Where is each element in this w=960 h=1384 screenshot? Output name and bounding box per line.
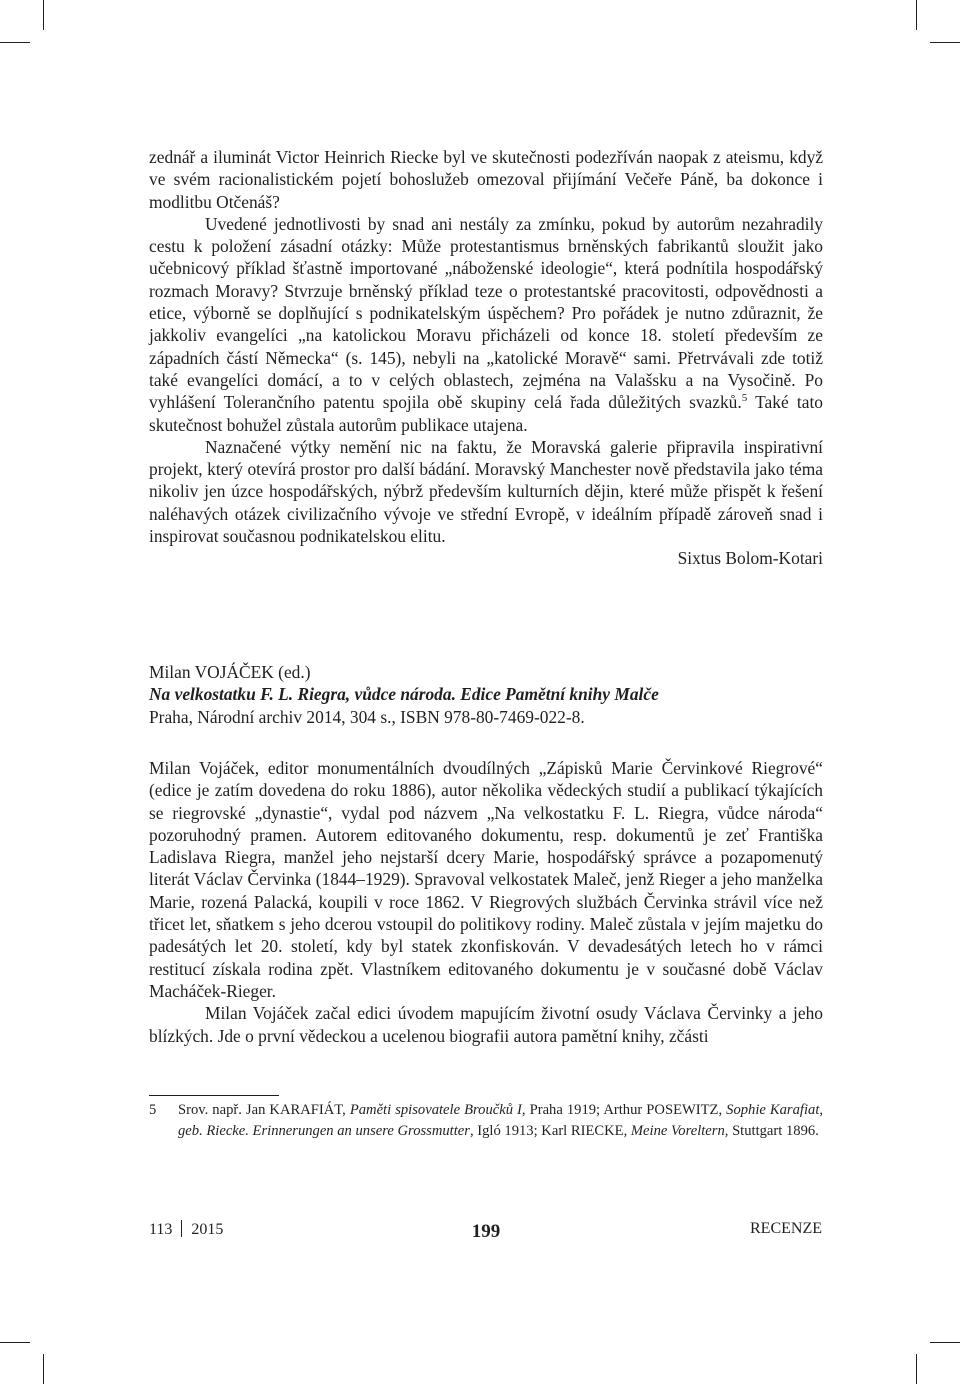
section-name: RECENZE: [750, 1220, 822, 1237]
paragraph-text: Uvedené jednotlivosti by snad ani nestály za zmínku, pokud by autorům nezahradily cestu k položení zásadní otázky: Může protestantismus brněnských fabrikantů sloužit jako učebnicový příklad šťastně importované „náboženské ideologie“, která podnítila hospodářský rozmach Moravy? Stvrzuje brněnský příklad teze o protestantské pracovitosti, odpovědnosti a etice, výborně se doplňující s podnikatelským úspěchem? Pro pořádek je nutno zdůraznit, že jakkoliv evangelíci „na katolickou Moravu přicházeli od konce 18. století především ze západních částí Německa“ (s. 145), nebyli na „katolické Moravě“ sami. Přetrvávali zde totiž také evangelíci domácí, a to v celých oblastech, zejména na Valašsku a na Vysočině. Po vyhlášení Tolerančního patentu spojila obě skupiny celá řada důležitých svazků.: [149, 213, 823, 413]
page-number: 199: [471, 1221, 501, 1242]
issue-year: 2015: [191, 1221, 224, 1238]
crop-mark: [930, 42, 960, 43]
footnote-reference[interactable]: 5: [741, 392, 748, 405]
crop-mark: [43, 0, 44, 30]
crop-mark: [916, 0, 917, 30]
review-2-body: [149, 757, 823, 1047]
review-1-body: [149, 146, 823, 570]
issue-number: 113: [149, 1221, 173, 1238]
book-title: Na velkostatku F. L. Riegra, vůdce národa. Edice Pamětní knihy Malče: [149, 684, 659, 705]
footer-divider: [181, 1220, 182, 1237]
paragraph: [149, 213, 823, 436]
crop-mark: [0, 1342, 30, 1343]
crop-mark: [43, 1354, 44, 1384]
publication-info: Praha, Národní archiv 2014, 304 s., ISBN 978-80-7469-022-8.: [149, 706, 585, 727]
footer-issue: [149, 1220, 223, 1239]
review-2-heading: [149, 661, 823, 728]
crop-mark: [916, 1354, 917, 1384]
paragraph: zednář a iluminát Victor Heinrich Riecke byl ve skutečnosti podezříván naopak z ateismu, když ve svém racionalistickém pojetí bohoslužeb omezoval přijímání Večeře Páně, ba dokonce i modlitbu Otčenáš?: [149, 147, 823, 212]
paragraph: Milan Vojáček začal edici úvodem mapujícím životní osudy Václava Červinky a jeho blízkých. Jde o první vědeckou a ucelenou biografii autora pamětní knihy, zčásti: [149, 1003, 823, 1046]
footnote-rule: [149, 1095, 279, 1096]
book-author: Milan VOJÁČEK (ed.): [149, 662, 311, 682]
footnote-number: 5: [149, 1102, 157, 1118]
review-signature: Sixtus Bolom-Kotari: [677, 548, 823, 569]
crop-mark: [930, 1342, 960, 1343]
paragraph: Naznačené výtky nemění nic na faktu, že Moravská galerie připravila inspirativní projekt, který otevírá prostor pro další bádání. Moravský Manchester nově představila jako téma nikoliv jen úzce hospodářských, nýbrž především kulturních dějin, které může přispět k řešení naléhavých otázek civilizačního vývoje ve střední Evropě, v ideálním případě zároveň snad i inspirovat současnou podnikatelskou elitu.: [149, 436, 823, 547]
paragraph-text: Také tato skutečnost bohužel zůstala autorům publikace utajena.: [149, 392, 823, 435]
crop-mark: [0, 42, 30, 43]
paragraph: Milan Vojáček, editor monumentálních dvoudílných „Zápisků Marie Červinkové Riegrové“ (edice je zatím dovedena do roku 1886), autor několika vědeckých studií a publikací týkajících se riegrovské „dynastie“, vydal pod názvem „Na velkostatku F. L. Riegra, vůdce národa“ pozoruhodný pramen. Autorem editovaného dokumentu, resp. dokumentů je zeť Františka Ladislava Riegra, manžel jeho nejstarší dcery Marie, hospodářský správce a pozapomenutý literát Václav Červinka (1844–1929). Spravoval velkostatek Maleč, jenž Rieger a jeho manželka Marie, rozená Palacká, koupili v roce 1862. V Riegrových službách Červinka strávil více než třicet let, sňatkem s jeho dcerou vstoupil do politikovy rodiny. Maleč zůstala v jejím majetku do padesátých let 20. století, kdy byl statek zkonfiskován. V devadesátých letech ho v rámci restitucí získala rodina zpět. Vlastníkem editovaného dokumentu je v současné době Václav Macháček-Rieger.: [149, 758, 823, 1001]
footnote-text: Srov. např. Jan KARAFIÁT, Paměti spisovatele Broučků I, Praha 1919; Arthur POSEWITZ, Sophie Karafiat, geb. Riecke. Erinnerungen an unsere Grossmutter, Igló 1913; Karl RIECKE, Meine Voreltern, Stuttgart 1896.: [178, 1102, 824, 1139]
footnote: [149, 1100, 823, 1142]
